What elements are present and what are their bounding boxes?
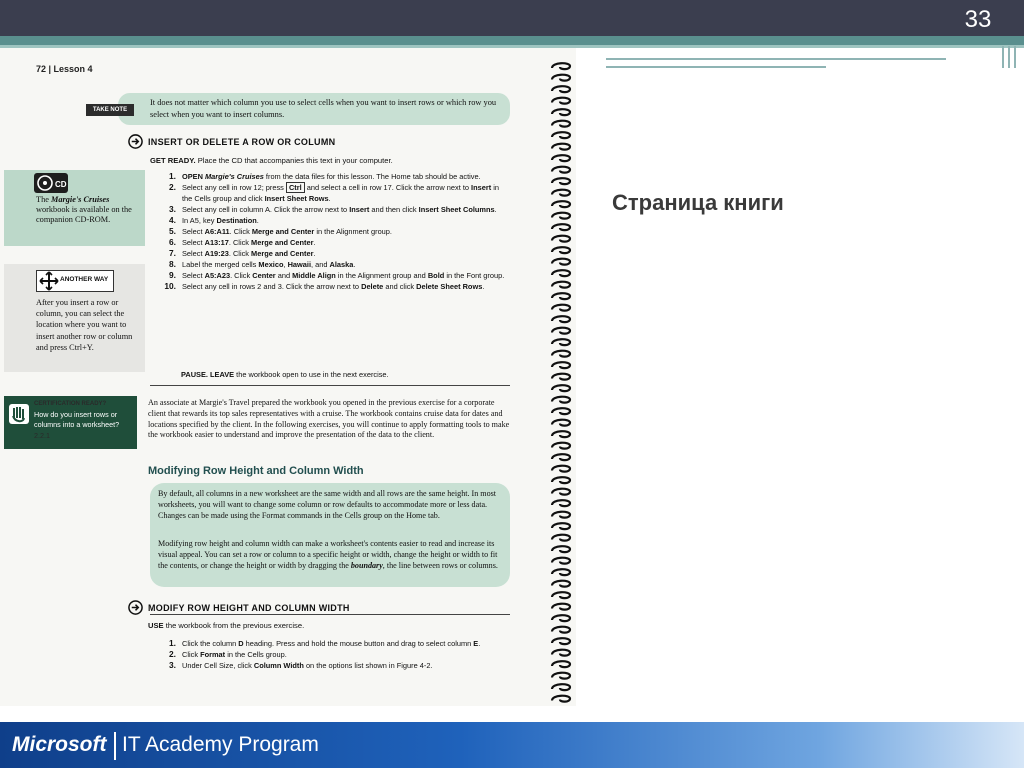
spiral-ring xyxy=(552,696,570,702)
step-item xyxy=(158,226,508,237)
info-paragraph-1: By default, all columns in a new worksheet are the same width and all rows are the same height. In most worksheets, you will want to change some column or row defaults to accommodate more or less data. Changes can be made using the Format commands in the Cells group on the Home tab. xyxy=(158,489,497,520)
spiral-ring xyxy=(552,374,570,380)
spiral-ring xyxy=(552,351,570,357)
step-number: 10. xyxy=(164,281,176,291)
step-number: 6. xyxy=(169,237,176,247)
step-text: Select any cell in column A. Click the arrow next to Insert and then click Insert Sheet Columns. xyxy=(182,205,497,214)
spiral-ring xyxy=(552,201,570,207)
steps-list-modify xyxy=(158,638,508,671)
spiral-ring xyxy=(552,328,570,334)
step-text: Click the column D heading. Press and hold the mouse button and drag to select column E. xyxy=(182,639,481,648)
cd-icon xyxy=(34,173,68,193)
spiral-ring xyxy=(552,144,570,150)
spiral-ring xyxy=(552,454,570,460)
step-number: 2. xyxy=(169,182,176,192)
slide-top-bar xyxy=(0,0,1024,36)
spiral-ring xyxy=(552,684,570,690)
get-ready-line xyxy=(150,156,393,165)
spiral-ring xyxy=(552,431,570,437)
step-item xyxy=(158,171,508,182)
spiral-ring xyxy=(552,362,570,368)
arrow-circle-icon xyxy=(128,134,143,149)
step-number: 7. xyxy=(169,248,176,258)
spiral-ring xyxy=(552,420,570,426)
spiral-ring xyxy=(552,385,570,391)
certification-code: 2.2.1 xyxy=(34,431,50,440)
step-number: 2. xyxy=(169,649,176,659)
step-number: 9. xyxy=(169,270,176,280)
page-header: 72 | Lesson 4 xyxy=(36,64,93,74)
slide-title: Страница книги xyxy=(612,190,784,215)
step-text: Select A5:A23. Click Center and Middle Align in the Alignment group and Bold in the Font group. xyxy=(182,271,505,280)
spiral-ring xyxy=(552,512,570,518)
subsection-heading: Modifying Row Height and Column Width xyxy=(148,465,364,477)
step-item xyxy=(158,182,508,204)
spiral-ring xyxy=(552,305,570,311)
spiral-ring xyxy=(552,167,570,173)
section-heading-modify xyxy=(128,600,350,615)
step-text: Label the merged cells Mexico, Hawaii, and Alaska. xyxy=(182,260,356,269)
step-item xyxy=(158,638,508,649)
step-text: Select A6:A11. Click Merge and Center in the Alignment group. xyxy=(182,227,392,236)
spiral-ring xyxy=(552,627,570,633)
spiral-ring xyxy=(552,86,570,92)
cd-badge-text: CD xyxy=(55,180,67,189)
step-number: 3. xyxy=(169,660,176,670)
step-text: Select any cell in row 12; press Ctrl and select a cell in row 17. Click the arrow next to Insert in the Cells group and click Insert Sheet Rows. xyxy=(182,183,499,203)
spiral-ring xyxy=(552,650,570,656)
steps-list-insert xyxy=(158,171,508,292)
section-heading-text: MODIFY ROW HEIGHT AND COLUMN WIDTH xyxy=(148,602,350,613)
step-item xyxy=(158,270,508,281)
spiral-ring xyxy=(552,121,570,127)
use-label: USE xyxy=(148,621,164,630)
info-paragraph-2: Modifying row height and column width can make a worksheet's contents easier to read and increase its visual appeal. You can set a row or column to a specific height or width, change the height or width to fit the contents, or change the height or width by dragging the boundary, the line between rows or columns. xyxy=(158,539,498,570)
step-text: In A5, key Destination. xyxy=(182,216,259,225)
spiral-ring xyxy=(552,558,570,564)
step-number: 1. xyxy=(169,171,176,181)
spiral-ring xyxy=(552,109,570,115)
step-item xyxy=(158,259,508,270)
four-arrows-icon xyxy=(39,271,59,291)
spiral-ring xyxy=(552,98,570,104)
slide-number: 33 xyxy=(964,6,992,33)
step-number: 4. xyxy=(169,215,176,225)
pause-line xyxy=(181,370,389,379)
step-item xyxy=(158,649,508,660)
spiral-ring xyxy=(552,236,570,242)
spiral-ring xyxy=(552,213,570,219)
divider xyxy=(150,614,510,615)
step-number: 5. xyxy=(169,226,176,236)
spiral-ring xyxy=(552,673,570,679)
spiral-ring xyxy=(552,132,570,138)
slide-teal-band xyxy=(0,36,1024,45)
spiral-ring xyxy=(552,604,570,610)
spiral-binding xyxy=(548,58,576,706)
spiral-ring xyxy=(552,638,570,644)
step-text: Select A19:23. Click Merge and Center. xyxy=(182,249,316,258)
certification-label: CERTIFICATION READY? xyxy=(34,401,107,407)
spiral-ring xyxy=(552,489,570,495)
step-number: 8. xyxy=(169,259,176,269)
use-text: the workbook from the previous exercise. xyxy=(163,621,305,630)
footer-brand-logo: Microsoft xyxy=(12,733,107,756)
spiral-ring xyxy=(552,190,570,196)
footer-separator xyxy=(114,732,116,760)
footer-program-name: IT Academy Program xyxy=(122,733,319,756)
spiral-ring xyxy=(552,155,570,161)
spiral-ring xyxy=(552,408,570,414)
divider xyxy=(150,385,510,386)
spiral-ring xyxy=(552,500,570,506)
spiral-ring xyxy=(552,224,570,230)
pause-text: the workbook open to use in the next exercise. xyxy=(234,370,389,379)
step-text: Select A13:17. Click Merge and Center. xyxy=(182,238,316,247)
another-way-text: After you insert a row or column, you can select the location where you want to insert another row or column and press Ctrl+Y. xyxy=(36,298,133,352)
spiral-ring xyxy=(552,535,570,541)
step-item xyxy=(158,215,508,226)
cd-sidebar-text: The Margie's Cruises workbook is available on the companion CD-ROM. xyxy=(36,195,132,224)
intro-paragraph: An associate at Margie's Travel prepared the workbook you opened in the previous exercise for a corporate client that rewards its top sales representatives with a cruise. The workbook contains cruise data for dates and locations specified by the client. In the following exercises, you will continue to apply formatting tools to make the workbook easier to understand and improve the presentation of the data to the client. xyxy=(148,398,510,440)
certification-question: How do you insert rows or columns into a worksheet? xyxy=(34,410,120,429)
step-item xyxy=(158,237,508,248)
arrow-circle-icon xyxy=(128,600,143,615)
decorative-line xyxy=(606,66,826,68)
step-item xyxy=(158,248,508,259)
spiral-ring xyxy=(552,75,570,81)
get-ready-label: GET READY. xyxy=(150,156,196,165)
spiral-ring xyxy=(552,397,570,403)
spiral-ring xyxy=(552,282,570,288)
step-text: OPEN Margie's Cruises from the data files for this lesson. The Home tab should be active. xyxy=(182,172,481,181)
spiral-ring xyxy=(552,178,570,184)
spiral-ring xyxy=(552,581,570,587)
spiral-ring xyxy=(552,546,570,552)
spiral-ring xyxy=(552,477,570,483)
certification-icon xyxy=(7,402,31,428)
spiral-ring xyxy=(552,443,570,449)
get-ready-text: Place the CD that accompanies this text in your computer. xyxy=(195,156,393,165)
spiral-ring xyxy=(552,247,570,253)
spiral-ring xyxy=(552,523,570,529)
step-item xyxy=(158,660,508,671)
spiral-ring xyxy=(552,615,570,621)
spiral-ring xyxy=(552,63,570,69)
spiral-ring xyxy=(552,569,570,575)
take-note-label: TAKE NOTE xyxy=(86,104,134,116)
step-text: Click Format in the Cells group. xyxy=(182,650,287,659)
spiral-ring xyxy=(552,339,570,345)
spiral-ring xyxy=(552,592,570,598)
spiral-ring xyxy=(552,466,570,472)
spiral-ring xyxy=(552,270,570,276)
spiral-ring xyxy=(552,661,570,667)
section-heading-text: INSERT OR DELETE A ROW OR COLUMN xyxy=(148,136,336,147)
use-line xyxy=(148,621,304,630)
step-number: 3. xyxy=(169,204,176,214)
section-heading-insert xyxy=(128,134,335,149)
step-text: Under Cell Size, click Column Width on the options list shown in Figure 4-2. xyxy=(182,661,433,670)
decorative-line xyxy=(606,58,946,60)
spiral-ring xyxy=(552,259,570,265)
spiral-ring xyxy=(552,316,570,322)
pause-label: PAUSE. LEAVE xyxy=(181,370,235,379)
spiral-ring xyxy=(552,293,570,299)
step-item xyxy=(158,281,508,292)
take-note-text: It does not matter which column you use to select cells when you want to insert rows or which row you select when you want to insert columns. xyxy=(150,98,497,119)
step-text: Select any cell in rows 2 and 3. Click the arrow next to Delete and click Delete Sheet Rows. xyxy=(182,282,485,291)
decorative-bars xyxy=(1002,46,1022,68)
another-way-label: ANOTHER WAY xyxy=(60,276,109,283)
step-item xyxy=(158,204,508,215)
cd-badge xyxy=(34,173,68,193)
step-number: 1. xyxy=(169,638,176,648)
